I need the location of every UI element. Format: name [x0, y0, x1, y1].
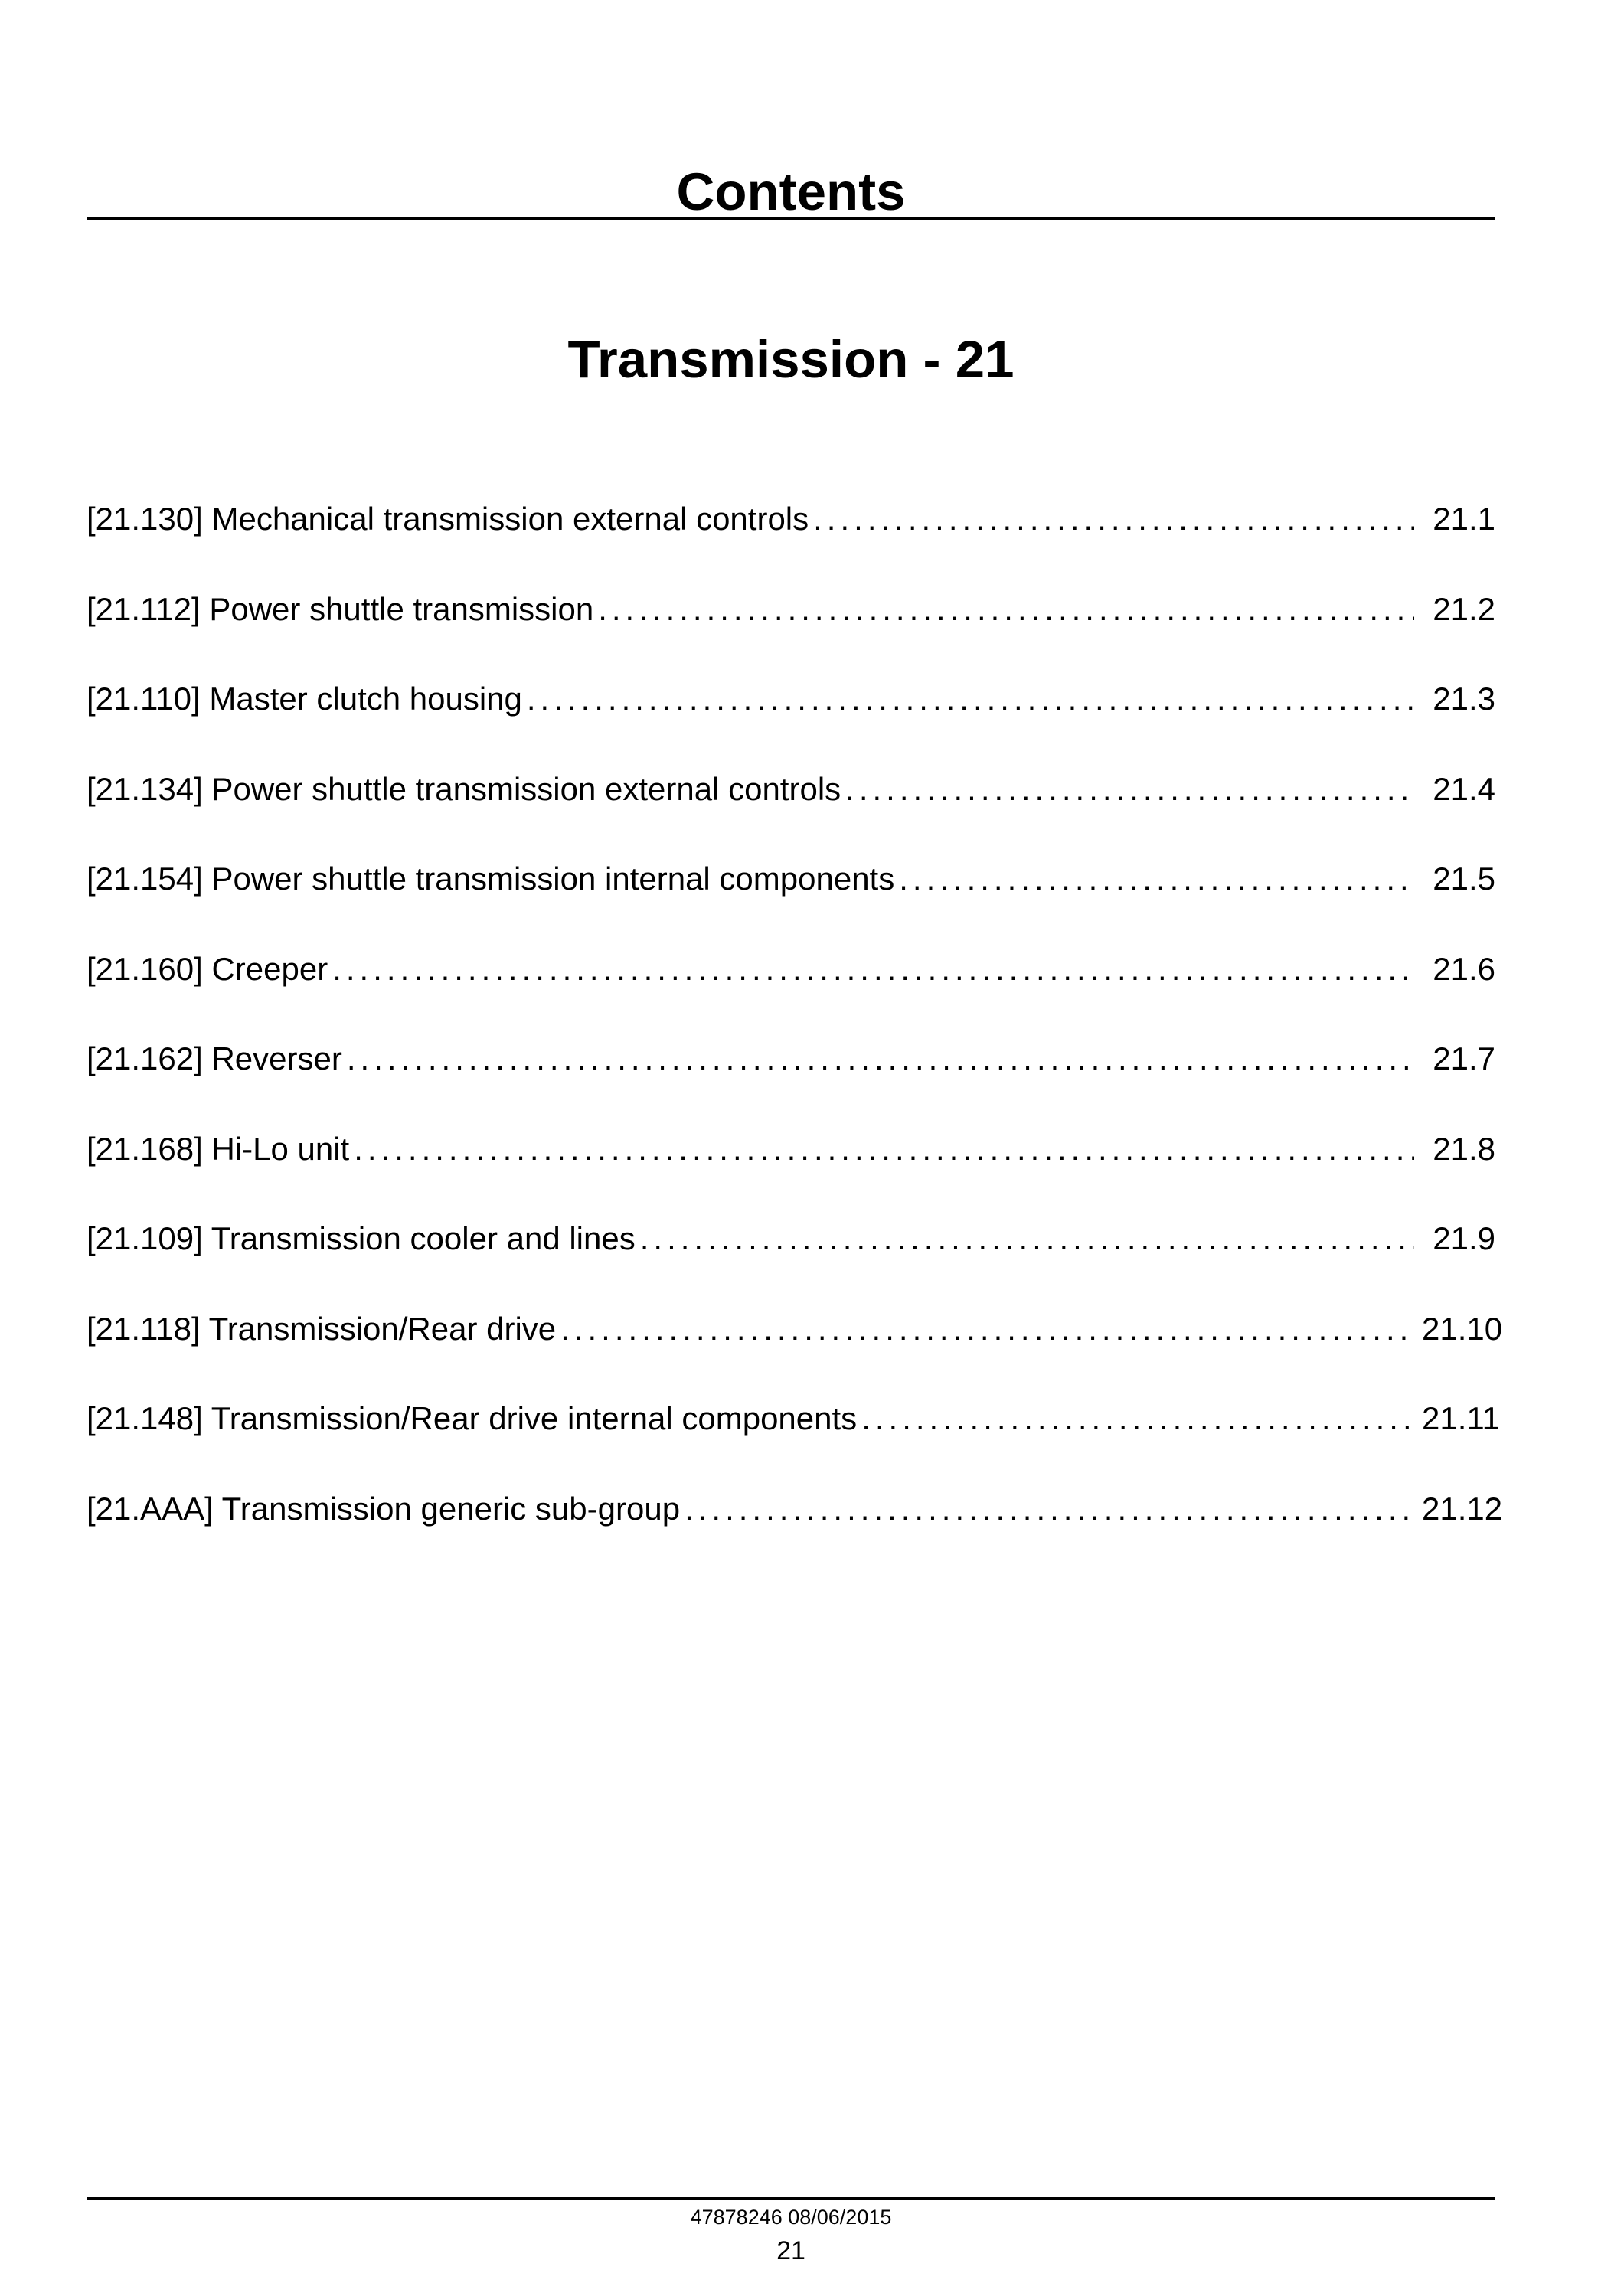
toc-entry-label: [21.134] Power shuttle transmission external controls [87, 770, 841, 807]
toc-entry[interactable] [87, 1122, 1495, 1213]
header-divider [87, 217, 1495, 220]
toc-dot-leader [560, 1302, 1414, 1356]
toc-entry[interactable] [87, 1212, 1495, 1302]
toc-dot-leader [332, 942, 1414, 996]
toc-entry-page: 21.8 [1433, 1130, 1495, 1167]
toc-entry-page: 21.2 [1433, 590, 1495, 627]
toc-entry-page: 21.3 [1433, 681, 1495, 717]
toc-entry-page: 21.1 [1433, 501, 1495, 537]
toc-entry-page: 21.6 [1433, 950, 1495, 987]
toc-entry-label: [21.162] Reverser [87, 1040, 342, 1076]
toc-entry-label: [21.109] Transmission cooler and lines [87, 1220, 636, 1256]
toc-entry[interactable] [87, 763, 1495, 853]
toc-entry[interactable] [87, 1392, 1500, 1482]
toc-entry-page: 21.9 [1433, 1220, 1495, 1256]
toc-entry[interactable] [87, 1032, 1495, 1122]
toc-dot-leader [813, 492, 1414, 546]
toc-entry-label: [21.148] Transmission/Rear drive internal components [87, 1400, 858, 1436]
toc-dot-leader [845, 763, 1414, 816]
footer-document-reference: 47878246 08/06/2015 [690, 2206, 892, 2229]
toc-entry-page: 21.12 [1422, 1490, 1503, 1527]
toc-entry-page: 21.7 [1433, 1040, 1495, 1076]
toc-entry-page: 21.11 [1422, 1400, 1500, 1436]
toc-entry-label: [21.AAA] Transmission generic sub-group [87, 1490, 681, 1527]
toc-entry-label: [21.168] Hi-Lo unit [87, 1130, 350, 1167]
toc-entry-label: [21.154] Power shuttle transmission internal components [87, 861, 895, 897]
toc-entry-label: [21.112] Power shuttle transmission [87, 590, 594, 627]
toc-entry[interactable] [87, 852, 1495, 942]
toc-dot-leader [640, 1212, 1414, 1266]
toc-entry-label: [21.130] Mechanical transmission external controls [87, 501, 809, 537]
toc-entry-page: 21.10 [1422, 1310, 1503, 1347]
toc-entry-label: [21.110] Master clutch housing [87, 681, 522, 717]
toc-dot-leader [527, 672, 1414, 726]
section-title: Transmission - 21 [567, 330, 1015, 390]
toc-entry[interactable] [87, 942, 1495, 1033]
toc-dot-leader [685, 1482, 1414, 1536]
toc-entry-page: 21.4 [1433, 770, 1495, 807]
footer-page-number: 21 [776, 2236, 805, 2265]
toc-dot-leader [861, 1392, 1414, 1445]
toc-dot-leader [598, 583, 1414, 636]
toc-entry[interactable] [87, 1482, 1503, 1573]
toc-entry[interactable] [87, 1302, 1503, 1393]
toc-dot-leader [899, 852, 1414, 906]
toc-entry[interactable] [87, 672, 1495, 763]
toc-entry-label: [21.160] Creeper [87, 950, 328, 987]
footer-divider [87, 2197, 1495, 2200]
page-header-title: Contents [676, 162, 906, 222]
toc-entry[interactable] [87, 492, 1495, 583]
toc-dot-leader [347, 1032, 1414, 1086]
toc-entry[interactable] [87, 583, 1495, 673]
toc-dot-leader [354, 1122, 1414, 1176]
table-of-contents [87, 492, 1503, 1572]
toc-entry-page: 21.5 [1433, 861, 1495, 897]
toc-entry-label: [21.118] Transmission/Rear drive [87, 1310, 557, 1347]
